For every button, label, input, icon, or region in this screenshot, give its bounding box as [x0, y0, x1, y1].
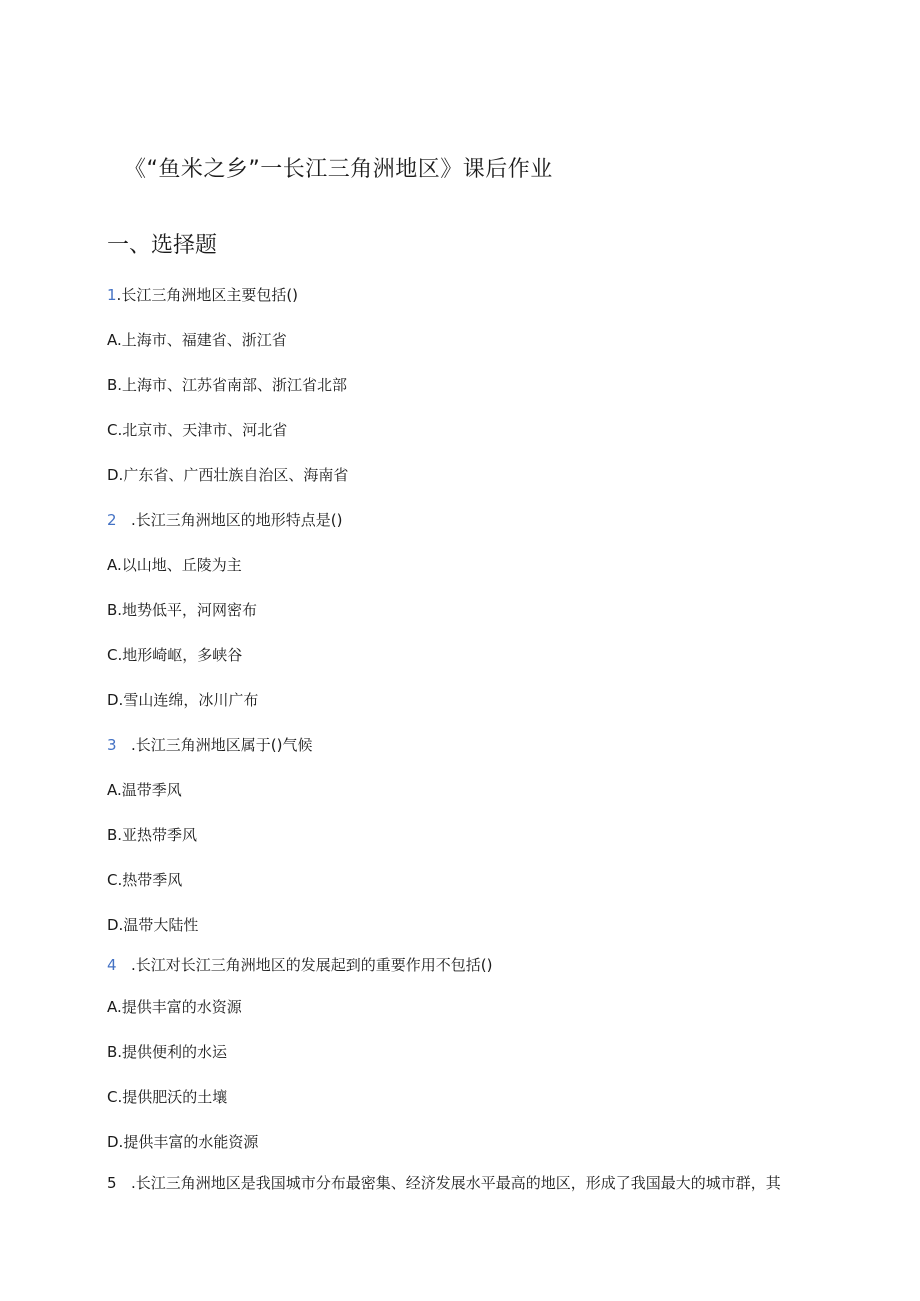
question-text: .长江三角洲地区的地形特点是() — [131, 511, 343, 529]
document-title: 《“鱼米之乡”一长江三角洲地区》课后作业 — [124, 157, 553, 182]
question-number: 2 — [107, 511, 117, 529]
question-3 — [107, 734, 312, 756]
option-2b: B.地势低平，河网密布 — [107, 601, 258, 619]
question-text: .长江三角洲地区是我国城市分布最密集、经济发展水平最高的地区，形成了我国最大的城市群，其 — [131, 1174, 781, 1192]
question-text: .长江三角洲地区属于()气候 — [131, 736, 313, 754]
option-4c: C.提供肥沃的土壤 — [107, 1088, 228, 1106]
section-heading: 一、选择题 — [107, 233, 218, 258]
option-1d: D.广东省、广西壮族自治区、海南省 — [107, 466, 349, 484]
question-number: 4 — [107, 956, 117, 974]
option-1b: B.上海市、江苏省南部、浙江省北部 — [107, 376, 348, 394]
question-text: .长江三角洲地区主要包括() — [116, 286, 299, 304]
question-1 — [107, 284, 298, 306]
option-3b: B.亚热带季风 — [107, 826, 198, 844]
option-2d: D.雪山连绵，冰川广布 — [107, 691, 259, 709]
option-1a: A.上海市、福建省、浙江省 — [107, 331, 287, 349]
option-4a: A.提供丰富的水资源 — [107, 998, 242, 1016]
question-text: .长江对长江三角洲地区的发展起到的重要作用不包括() — [131, 956, 493, 974]
option-3d: D.温带大陆性 — [107, 916, 199, 934]
option-4d: D.提供丰富的水能资源 — [107, 1133, 259, 1151]
option-2c: C.地形崎岖，多峡谷 — [107, 646, 243, 664]
option-3a: A.温带季风 — [107, 781, 182, 799]
option-2a: A.以山地、丘陵为主 — [107, 556, 242, 574]
question-5 — [107, 1172, 781, 1194]
question-number: 5 — [107, 1174, 117, 1192]
option-1c: C.北京市、天津市、河北省 — [107, 421, 288, 439]
question-2 — [107, 509, 342, 531]
option-4b: B.提供便利的水运 — [107, 1043, 228, 1061]
option-3c: C.热带季风 — [107, 871, 183, 889]
question-4 — [107, 954, 492, 976]
question-number: 3 — [107, 736, 117, 754]
question-number: 1 — [107, 286, 117, 304]
